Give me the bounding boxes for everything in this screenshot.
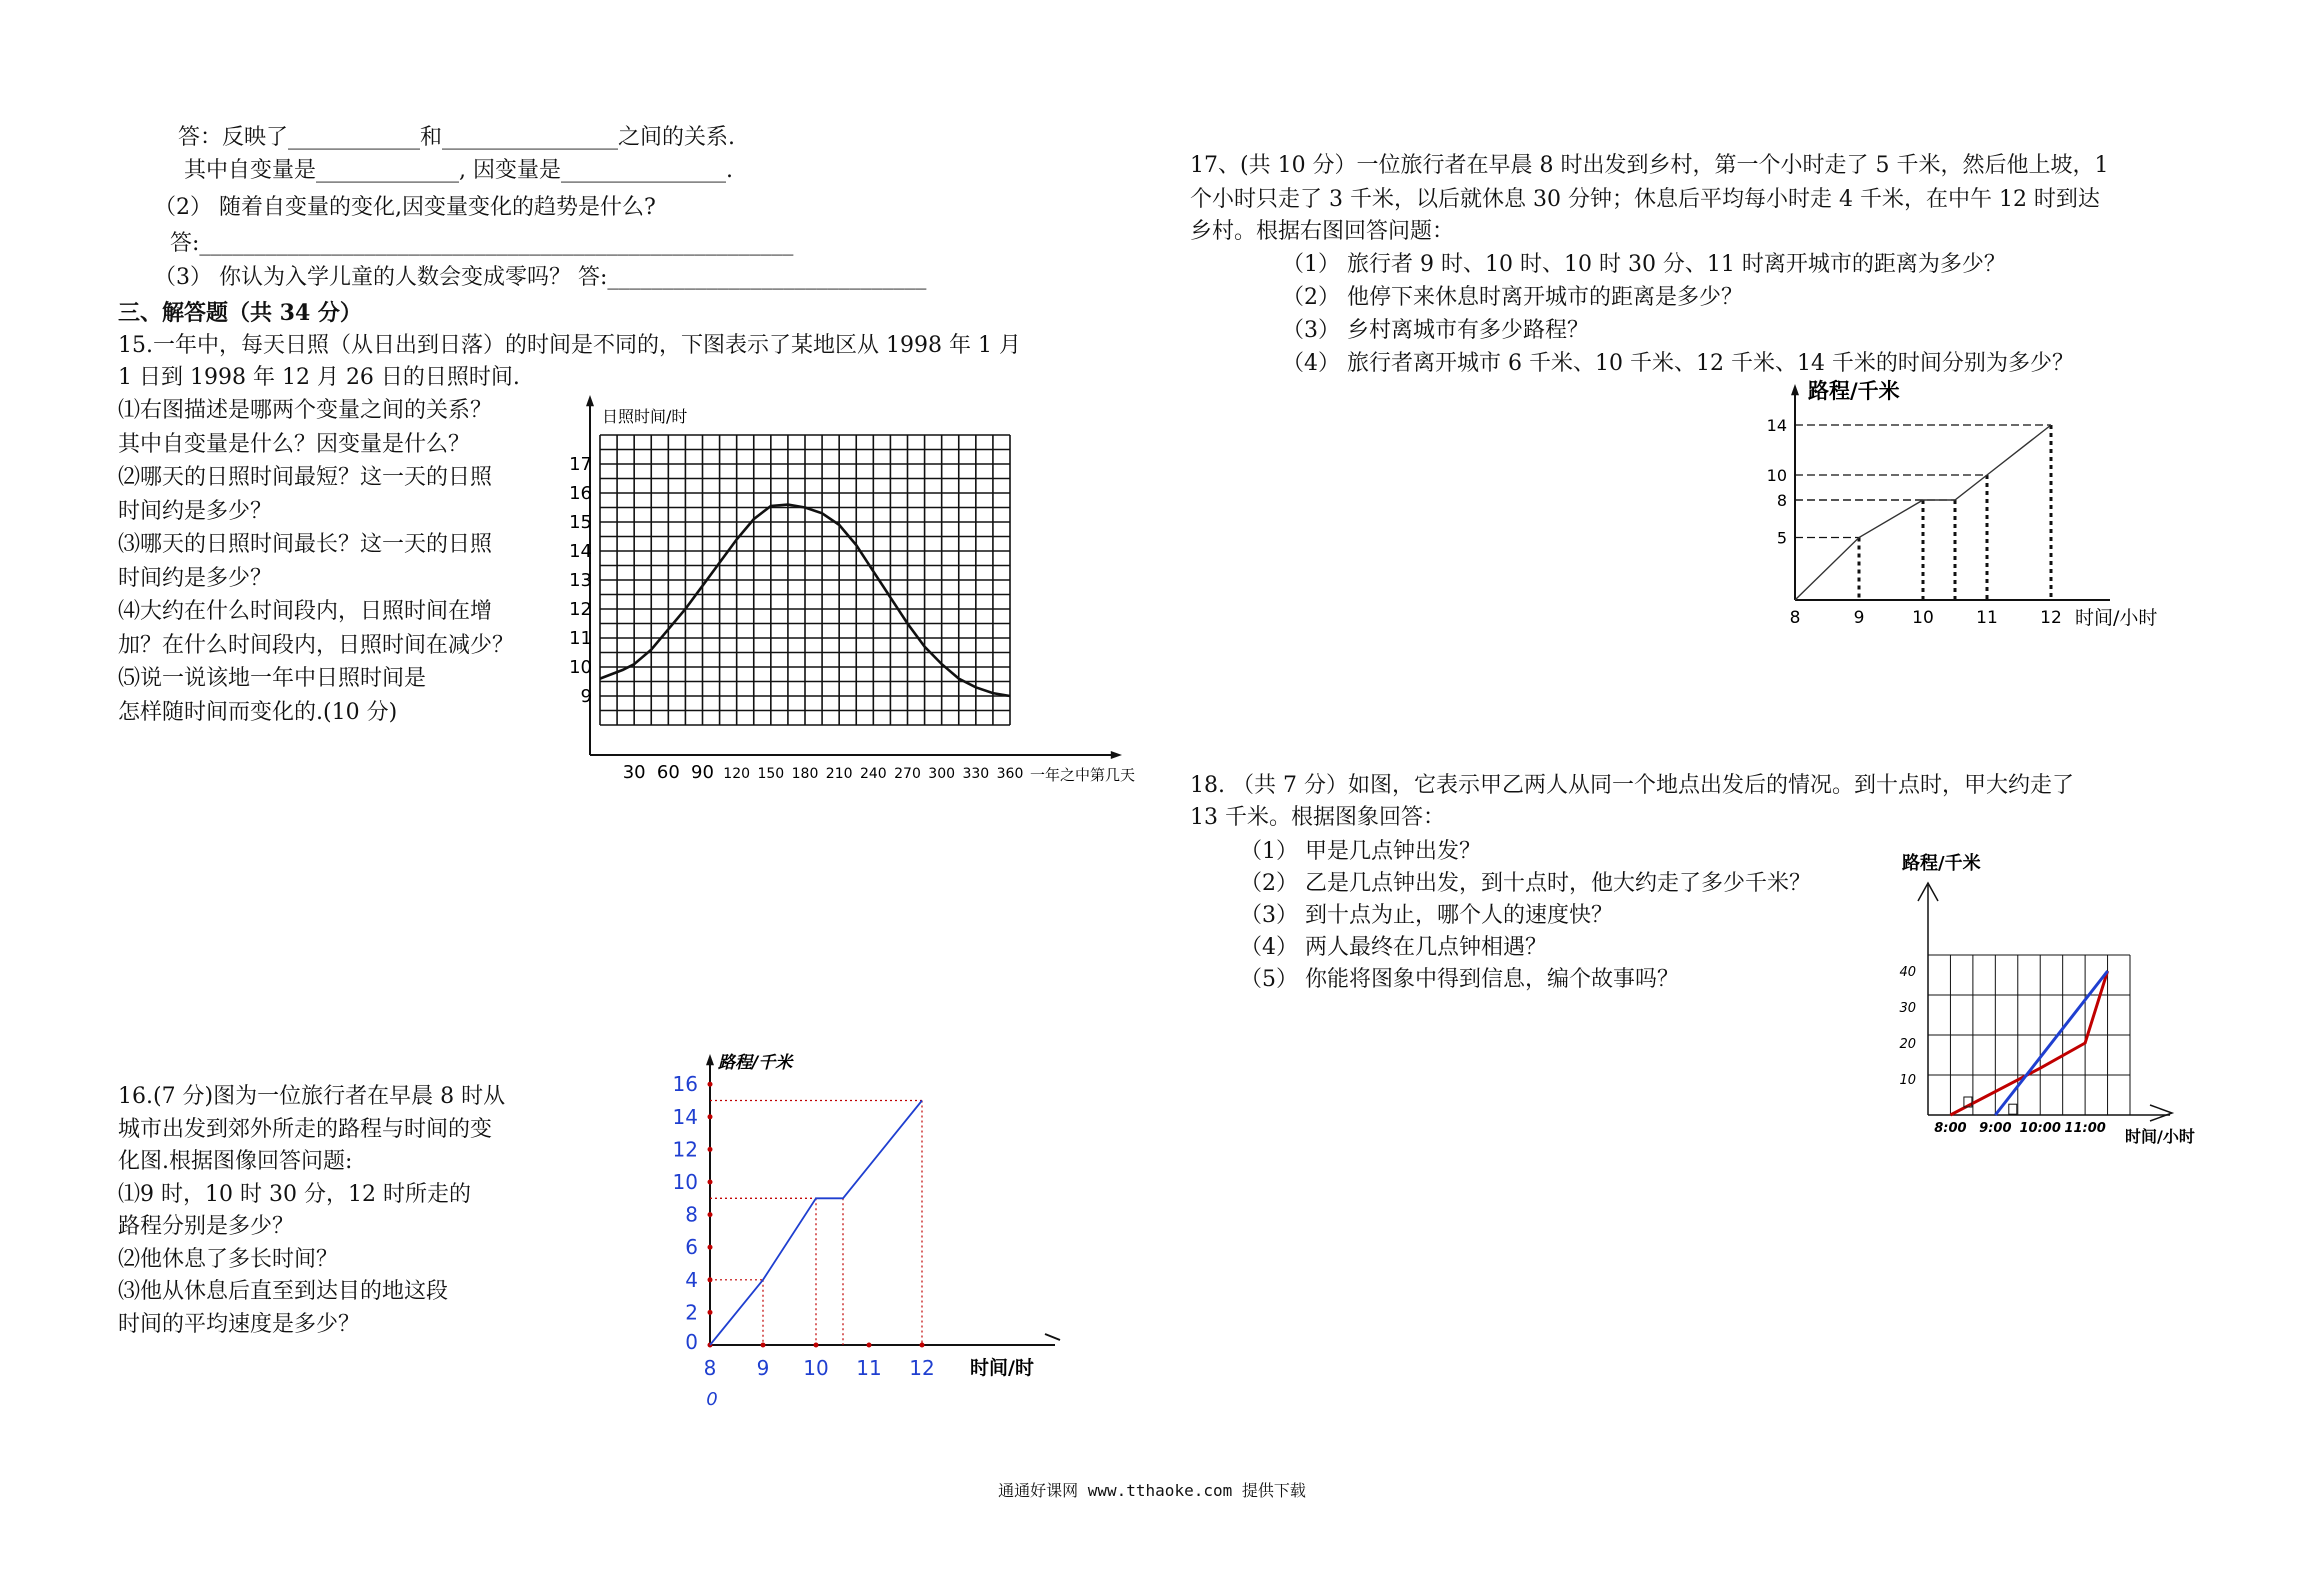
x-tick-label: 210 — [825, 766, 853, 782]
x-axis-arrow — [1111, 751, 1122, 759]
x-tick-label: 12 — [909, 1356, 935, 1380]
q17-item-4: （4） 旅行者离开城市 6 千米、10 千米、12 千米、14 千米的时间分别为多少？ — [1282, 351, 2074, 376]
x-axis-label: 一年之中第几天 — [1030, 766, 1136, 784]
q17-line3: 乡村。根据右图回答问题： — [1190, 219, 1455, 244]
x-tick-label: 8 — [703, 1356, 717, 1380]
y-tick-label: 15 — [569, 512, 592, 533]
y-tick-dot — [708, 1114, 713, 1119]
x-axis-label: 时间/小时 — [2075, 607, 2158, 629]
q15-line1: 15.一年中，每天日照（从日出到日落）的时间是不同的，下图表示了某地区从 1998 年 1 月 — [118, 333, 1021, 358]
x-tick-label: 11:00 — [2064, 1121, 2106, 1136]
q15-item-5: ⑶哪天的日照时间最长？这一天的日照 — [118, 532, 493, 557]
q14-sub2: （2） 随着自变量的变化,因变量变化的趋势是什么? — [154, 195, 656, 220]
x-tick-label: 150 — [757, 766, 785, 782]
q16-item-5: 路程分别是多少？ — [118, 1214, 295, 1239]
q18-line2: 13 千米。根据图象回答： — [1190, 805, 1445, 830]
y-tick-label: 40 — [1899, 965, 1916, 980]
x-tick-label: 9:00 — [1979, 1121, 2012, 1136]
x-tick-label: 8 — [1789, 608, 1801, 628]
y-tick-label: 2 — [685, 1300, 698, 1325]
y-axis-label: 路程/千米 — [718, 1053, 793, 1073]
x-tick-label: 90 — [691, 762, 714, 783]
y-tick-dot — [708, 1180, 713, 1185]
x-axis-label: 时间/小时 — [2125, 1127, 2195, 1146]
y-axis-label: 路程/千米 — [1808, 379, 1900, 403]
sunshine-chart — [560, 390, 1180, 790]
y-tick-label: 14 — [672, 1104, 698, 1129]
q18-item-5: （5） 你能将图象中得到信息，编个故事吗？ — [1240, 967, 1679, 992]
x-tick-label: 10 — [803, 1356, 829, 1380]
marker-box-2 — [2009, 1104, 2017, 1114]
x-tick-label: 9 — [1853, 608, 1865, 628]
q15-item-1: ⑴右图描述是哪两个变量之间的关系？ — [118, 398, 493, 423]
q15-item-3: ⑵哪天的日照时间最短？这一天的日照 — [118, 465, 493, 490]
y-tick-label: 30 — [1899, 1001, 1916, 1016]
q14-sub3: （3） 你认为入学儿童的人数会变成零吗？ 答:_____________________________ — [154, 265, 927, 290]
q17-line2: 个小时只走了 3 千米，以后就休息 30 分钟；休息后平均每小时走 4 千米，在中午 12 时到达 — [1190, 187, 2100, 212]
y-axis-arrow — [586, 395, 594, 406]
q15-item-10: 怎样随时间而变化的.(10 分) — [118, 699, 398, 725]
traveler16-chart — [650, 1040, 1090, 1410]
footer: 通通好课网 www.tthaoke.com 提供下载 — [998, 1481, 1306, 1500]
q16-item-3: 化图.根据图像回答问题: — [118, 1149, 353, 1174]
x-tick-label: 120 — [723, 766, 751, 782]
x-tick-label: 60 — [656, 762, 680, 783]
x-tick-label: 9 — [756, 1356, 770, 1380]
q15-item-6: 时间约是多少？ — [118, 565, 273, 591]
x-tick-label: 10:00 — [2019, 1121, 2061, 1136]
y-tick-label: 4 — [685, 1267, 698, 1292]
traveler17-chart — [1760, 370, 2180, 630]
x-tick-label: 11 — [856, 1356, 882, 1380]
origin-label: 0 — [706, 1389, 718, 1410]
x-tick-label: 180 — [791, 766, 819, 782]
y-tick-label: 14 — [569, 541, 592, 562]
x-tick-label: 11 — [1976, 608, 1998, 628]
q15-item-8: 加？在什么时间段内，日照时间在减少？ — [118, 632, 515, 658]
y-tick-label: 16 — [569, 483, 592, 504]
q15-item-9: ⑸说一说该地一年中日照时间是 — [118, 666, 427, 691]
x-tick-label: 12 — [2040, 608, 2062, 628]
x-tick-label: 30 — [622, 762, 646, 783]
section-title: 三、解答题（共 34 分） — [118, 300, 362, 326]
x-tick-label: 270 — [894, 766, 921, 782]
q16-item-8: 时间的平均速度是多少？ — [118, 1311, 361, 1337]
y-tick-label: 10 — [569, 657, 592, 678]
x-tick-label: 360 — [996, 766, 1024, 782]
q18-item-2: （2） 乙是几点钟出发，到十点时，他大约走了多少千米？ — [1240, 871, 1811, 896]
q16-item-2: 城市出发到郊外所走的路程与时间的变 — [118, 1116, 493, 1142]
y-tick-label: 14 — [1766, 416, 1787, 435]
q15-item-2: 其中自变量是什么？因变量是什么？ — [118, 431, 471, 457]
series-line-1 — [1950, 971, 2107, 1115]
x-axis-arrow — [2150, 1105, 2172, 1121]
q15-item-4: 时间约是多少？ — [118, 498, 273, 524]
y-axis-arrow — [1791, 384, 1799, 395]
y-tick-label: 6 — [685, 1235, 698, 1260]
x-tick-dot — [867, 1343, 872, 1348]
q15-item-7: ⑷大约在什么时间段内，日照时间在增 — [118, 599, 493, 624]
y-tick-dot — [708, 1147, 713, 1152]
q17-line1: 17、(共 10 分）一位旅行者在早晨 8 时出发到乡村，第一个小时走了 5 千米，然后他上坡，1 — [1190, 153, 2109, 178]
x-tick-label: 300 — [928, 766, 956, 782]
q17-item-1: （1） 旅行者 9 时、10 时、10 时 30 分、11 时离开城市的距离为多少？ — [1282, 252, 2006, 277]
y-tick-label: 11 — [569, 628, 592, 649]
x-tick-label: 240 — [859, 766, 887, 782]
y-tick-label: 9 — [580, 686, 592, 707]
series-line-2 — [1995, 971, 2107, 1115]
y-tick-label: 17 — [569, 454, 592, 475]
jiayi18-chart — [1880, 845, 2240, 1155]
y-tick-label: 8 — [685, 1202, 698, 1227]
y-tick-label: 16 — [672, 1072, 698, 1097]
q16-item-1: 16.(7 分)图为一位旅行者在早晨 8 时从 — [118, 1084, 506, 1109]
q18-item-3: （3） 到十点为止，哪个人的速度快？ — [1240, 903, 1613, 928]
x-axis-label: 时间/时 — [970, 1357, 1034, 1379]
y-tick-label: 20 — [1899, 1037, 1916, 1052]
y-tick-label: 10 — [672, 1170, 698, 1194]
y-axis-label: 日照时间/时 — [602, 407, 688, 426]
q16-item-6: ⑵他休息了多长时间？ — [118, 1246, 339, 1272]
q16-item-4: ⑴9 时，10 时 30 分，12 时所走的 — [118, 1181, 471, 1207]
y-tick-label: 12 — [672, 1137, 698, 1162]
y-tick-dot — [708, 1245, 713, 1250]
x-tick-label: 8:00 — [1934, 1121, 1967, 1136]
y-tick-label: 8 — [1776, 491, 1787, 510]
y-tick-label: 12 — [569, 599, 592, 620]
y-tick-dot — [708, 1212, 713, 1217]
q14-answer-line: 答：反映了____________和________________之间的关系. — [178, 125, 735, 150]
y-tick-dot — [708, 1310, 713, 1315]
q17-item-3: （3） 乡村离城市有多少路程？ — [1282, 318, 1589, 343]
y-tick-label: 5 — [1776, 528, 1787, 548]
y-tick-label: 10 — [1899, 1073, 1916, 1088]
y-tick-label: 13 — [569, 570, 592, 591]
x-tick-label: 330 — [962, 766, 990, 782]
q18-item-4: （4） 两人最终在几点钟相遇？ — [1240, 935, 1547, 960]
y-tick-label: 0 — [685, 1330, 698, 1354]
q16-item-7: ⑶他从休息后直至到达目的地这段 — [118, 1279, 449, 1304]
y-tick-label: 10 — [1766, 466, 1787, 485]
q17-item-2: （2） 他停下来休息时离开城市的距离是多少？ — [1282, 285, 1743, 310]
x-tick-label: 10 — [1912, 608, 1934, 628]
q15-line2: 1 日到 1998 年 12 月 26 日的日照时间. — [118, 365, 520, 390]
q14-vars-line: 其中自变量是_____________, 因变量是_______________. — [184, 158, 733, 183]
q18-line1: 18. （共 7 分）如图，它表示甲乙两人从同一个地点出发后的情况。到十点时，甲大约走了 — [1190, 773, 2074, 798]
q14-sub2-answer: 答:______________________________________________________ — [170, 231, 794, 256]
q18-item-1: （1） 甲是几点钟出发？ — [1240, 839, 1481, 864]
x-axis-arrow — [1045, 1334, 1060, 1340]
y-axis-label: 路程/千米 — [1902, 853, 1981, 874]
y-tick-dot — [708, 1082, 713, 1087]
y-axis-arrow — [706, 1054, 714, 1065]
